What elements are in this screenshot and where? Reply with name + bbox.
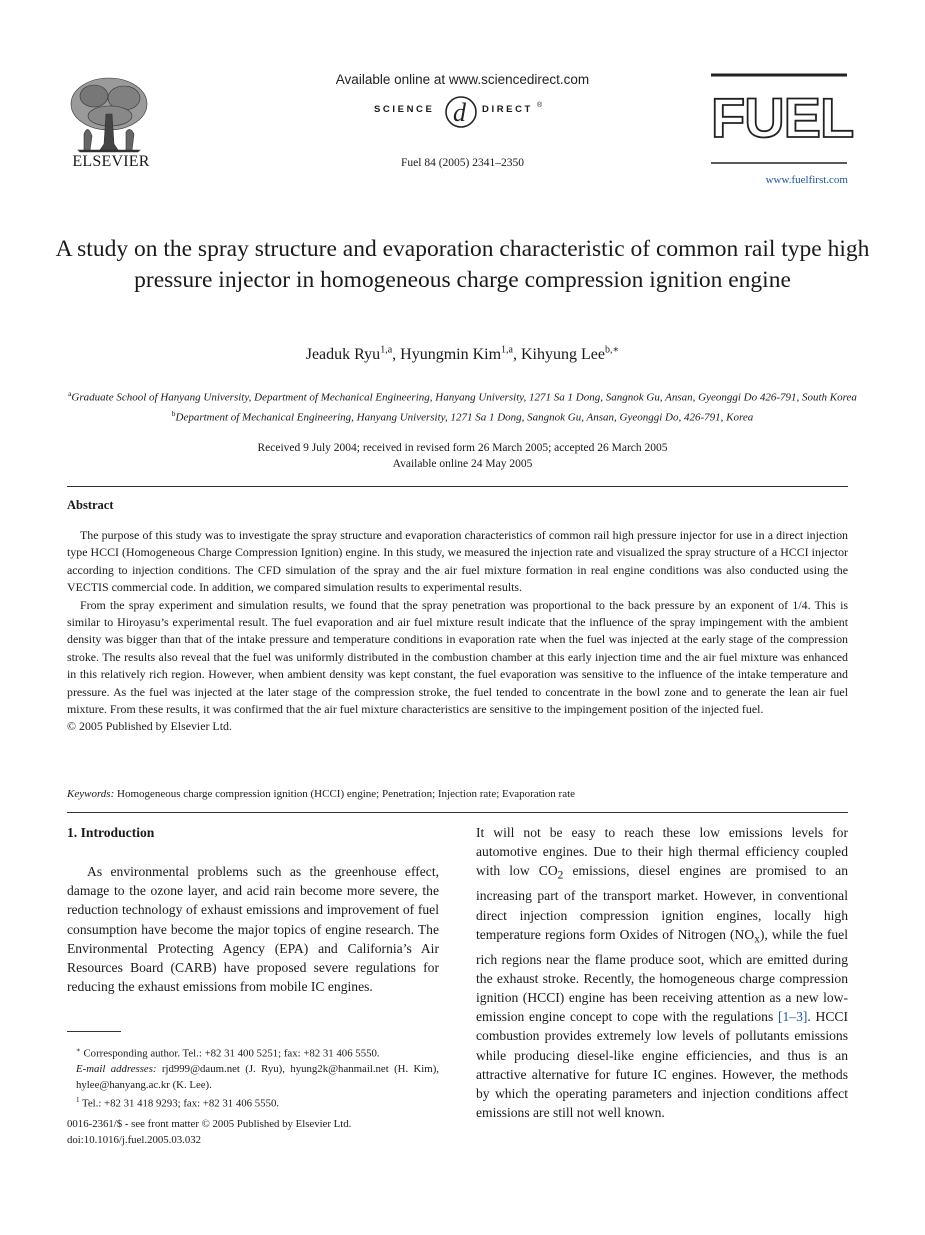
available-online-banner: Available online at www.sciencedirect.com [335,72,590,87]
sciencedirect-left-word: SCIENCE [374,104,435,115]
intro-paragraph-2 [476,823,848,1122]
subscript: 2 [557,870,564,883]
issn-line: 0016-2361/$ - see front matter © 2005 Published by Elsevier Ltd. [67,1118,352,1130]
footnote-corresponding [67,1043,439,1062]
intro-right-column [476,823,848,1122]
journal-website-link[interactable]: www.fuelfirst.com [765,174,848,186]
keywords-label: Keywords: [67,788,115,800]
article-title: A study on the spray structure and evaporation characteristic of common rail type high pressure injector in homogeneous charge compression ignition engine [55,236,870,293]
author-affiliation-mark: b,∗ [604,345,620,356]
author-name: Jeaduk Ryu [305,346,381,364]
author-2 [400,346,521,363]
author-name: Hyungmin Kim [400,346,502,364]
abstract-paragraph-1: The purpose of this study was to investigate the spray structure and evaporation characteristics of common rail high pressure injector for use in a direct injection type HCCI (Homogeneous Charge Compression Ignition) engine. In this study, we measured the injection rate and visualized the spray structure of a HCCI injector according to injection conditions. The CFD simulation of the spray and the air fuel mixture formation in real engine conditions was also conducted using the VECTIS commercial code. In addition, we compared simulation results to experimental results. [67,528,848,595]
keywords-text: Homogeneous charge compression ignition (HCCI) engine; Penetration; Injection rate; Evaporation rate [117,788,576,800]
article-history [0,440,925,472]
text-run: emissions, diesel engines are promised to an increasing part of the transport market. However, in conventional direct injection compression ignition engines, locally high temperature regions form Oxides of Nitrogen (NO [476,863,848,942]
fuel-logo-text: FUEL [711,86,854,149]
intro-paragraph-1: As environmental problems such as the greenhouse effect, damage to the ozone layer, and acid rain become more severe, the reduction technology of exhaust emissions and improvement of fuel consumption have become the major topics of engine research. The Environmental Protecting Agency (EPA) and California’s Air Resources Board (CARB) have proposed severe regulations for reducing the exhaust emissions from mobile IC engines. [67,864,439,995]
footnote-text: Tel.: +82 31 418 9293; fax: +82 31 406 5550. [82,1097,280,1110]
citation-link[interactable]: [1–3] [777,1009,808,1025]
subscript: x [754,933,760,946]
received-dates: Received 9 July 2004; received in revised form 26 March 2005; accepted 26 March 2005 [257,442,668,454]
abstract-paragraph-2: From the spray experiment and simulation results, we found that the spray penetration was proportional to the back pressure by an exponent of 1/4. This is similar to Hiroyasu’s experimental result. The fuel evaporation and air fuel mixture result indicate that the influence of the spray impingement with the ambient density was bigger than that of the intake pressure and temperature conditions in evaporation rate when the fuel was injected at the early stage of the compression stroke. The results also reveal that the fuel was uniformly distributed in the combustion chamber at this early injection time and the air fuel mixture was enhanced in this relatively rich region. However, when ambient density was kept constant, the fuel evaporation was sensitive to the influence of the intake temperature and pressure. As the fuel was injected at the later stage of the compression stroke, the fuel tended to concentrate in the bowl zone and to generate the lean air fuel mixture. From these results, it was confirmed that the air fuel mixture characteristics are sensitive to the impingement position of the injected fuel. [67,597,848,717]
abstract-copyright: © 2005 Published by Elsevier Ltd. [67,719,232,734]
section-heading-introduction: 1. Introduction [67,825,155,840]
affiliation-mark: a [68,389,72,398]
intro-left-column [67,862,439,996]
text-run: ), while the fuel rich regions near the flame produce soot, which are emitted during the exhaust stroke. Recently, the homogeneous charge compression ignition (HCCI) engine has been receiving attention as a new low-emission engine concept to cope with the regulations [476,926,848,1025]
affiliation-text: Graduate School of Hanyang University, Department of Mechanical Engineering, Hanyang University, 1271 Sa 1 Dong, Sangnok Gu, Ansan, Gyeonggi Do 426-791, South Korea [71,391,857,404]
sciencedirect-right-word: DIRECT [482,104,533,115]
fuel-journal-logo [711,73,854,165]
footnote-mark: 1 [76,1096,80,1105]
keywords [67,788,848,800]
footnote-mark: ∗ [76,1046,81,1054]
email-addresses[interactable]: rjd999@daum.net (J. Ryu), hyung2k@hanmail.net (H. Kim), hylee@hanyang.ac.kr (K. Lee). [76,1063,440,1091]
footnotes [67,1043,439,1112]
author-1 [306,346,400,363]
front-matter [67,1117,439,1148]
author-affiliation-mark: 1,a [501,345,513,356]
author-list [0,345,925,364]
affiliation-text: Department of Mechanical Engineering, Hanyang University, 1271 Sa 1 Dong, Sangnok Gu, Ansan, Gyeonggi Do, 426-791, Korea [175,411,754,424]
publisher-name: ELSEVIER [72,153,150,170]
affiliations [60,386,865,425]
available-online-date: Available online 24 May 2005 [392,458,533,470]
svg-text:d: d [453,98,466,127]
author-separator: , [512,346,521,364]
abstract-body [67,527,848,736]
divider-top [67,486,848,487]
sciencedirect-logo [374,95,549,129]
affiliation-mark: b [171,408,176,418]
footnote-emails [67,1062,439,1093]
footnote-rule [67,1031,121,1032]
footnote-text: Corresponding author. Tel.: +82 31 400 5251; fax: +82 31 406 5550. [83,1047,380,1060]
text-run: It will not be easy to reach these low emissions levels for automotive engines. Due to their high thermal efficiency coupled with low CO [476,825,848,879]
text-run: . HCCI combustion provides extremely low levels of pollutants emissions while producing diesel-like engine efficiencies, and thus is an attractive alternative for future IC engines. However, the methods by which the operating parameters and injection conditions affect emissions are still not well known. [476,1009,848,1121]
author-3 [521,346,619,363]
affiliation-b [60,406,865,426]
footnote-1 [67,1093,439,1112]
author-affiliation-mark: 1,a [380,345,393,356]
sciencedirect-registered-mark: ® [537,102,543,109]
abstract-heading: Abstract [67,498,114,512]
journal-reference: Fuel 84 (2005) 2341–2350 [401,157,524,169]
divider-bottom [67,812,848,813]
doi-line[interactable]: doi:10.1016/j.fuel.2005.03.032 [67,1133,202,1146]
author-name: Kihyung Lee [520,346,605,364]
author-separator: , [392,346,401,364]
email-label: E-mail addresses: [76,1063,157,1076]
sciencedirect-d-icon [444,95,478,129]
affiliation-a [60,386,865,406]
